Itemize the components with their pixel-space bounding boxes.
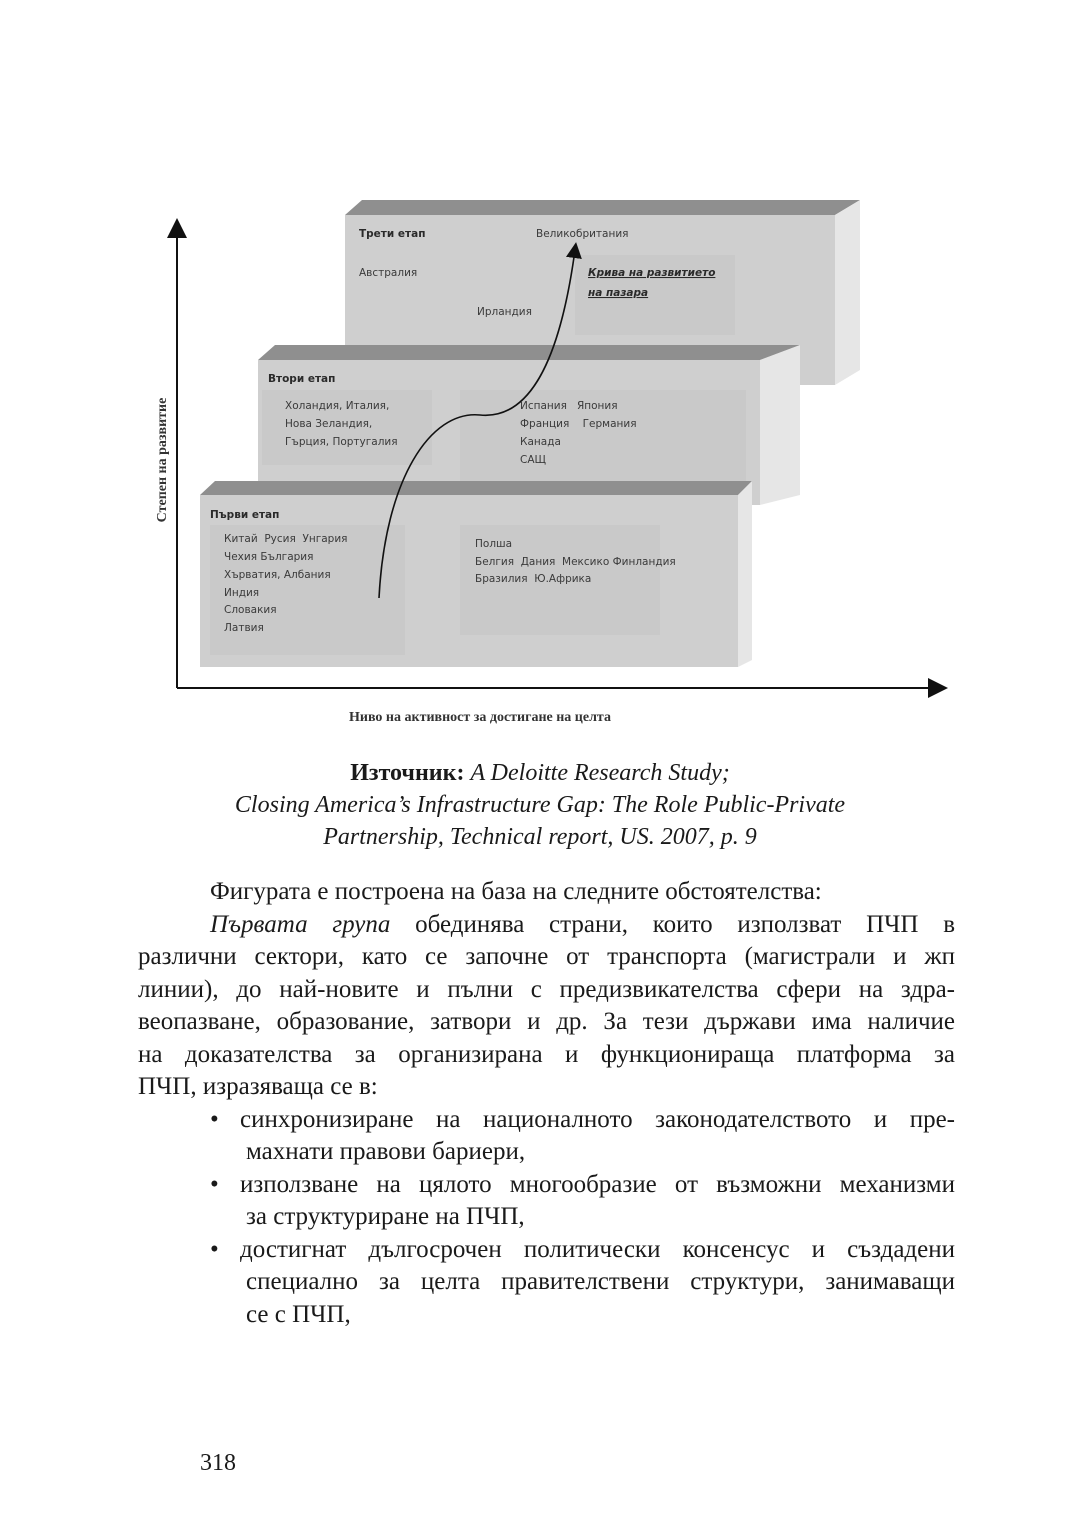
figure-source-line-3 <box>0 821 1080 853</box>
paragraph-line <box>138 909 955 942</box>
bullet-icon: • <box>210 1105 219 1133</box>
y-axis-label: Степен на развитие <box>155 397 170 523</box>
paragraph-line: различни сектори, като се започне от транспорта (магистрали и жп <box>138 943 955 970</box>
paragraph-line: ПЧП, изразяваща се в: <box>138 1073 378 1100</box>
country: Великобритания <box>536 228 629 240</box>
emphasis: Първата група <box>210 910 391 938</box>
country: САЩ <box>520 454 546 466</box>
bullet-continuation: махнати правови бариери, <box>246 1138 526 1165</box>
bullet-item <box>138 1169 955 1202</box>
country: Словакия <box>224 604 277 616</box>
figure-source-line-1 <box>0 757 1080 789</box>
bullet-continuation: се с ПЧП, <box>246 1300 351 1328</box>
text: използване на цялото многообразие от възможни механизми <box>240 1170 955 1198</box>
source-text: Partnership, Technical report, US. 2007, p. 9 <box>323 824 757 850</box>
curve-label: Крива на развитието <box>588 267 716 279</box>
country: Холандия, Италия, <box>285 400 390 412</box>
country: Франция Германия <box>520 418 637 430</box>
country: Китай Русия Унгария <box>224 533 348 545</box>
country: Белгия Дания Мексико Финландия <box>475 556 676 568</box>
country: Полша <box>475 538 513 550</box>
country: Индия <box>224 587 260 599</box>
page-number: 318 <box>200 1450 236 1476</box>
text: обединява страни, които използват ПЧП в <box>390 910 955 938</box>
stage-2-title: Втори етап <box>268 373 336 385</box>
curve-label: на пазара <box>588 287 649 299</box>
country: Бразилия Ю.Африка <box>475 573 592 585</box>
country: Ирландия <box>477 306 532 318</box>
paragraph-line: веопазване, образование, затвори и др. За тези държави има наличие <box>138 1008 955 1035</box>
bullet-continuation: за структуриране на ПЧП, <box>246 1203 525 1230</box>
bullet-icon: • <box>210 1170 219 1198</box>
bullet-icon: • <box>210 1235 219 1263</box>
source-label: Източник: <box>350 760 465 786</box>
paragraph-line: линии), до най-новите и пълни с предизвикателства сфери на здра- <box>138 975 955 1003</box>
bullet-continuation: специално за целта правителствени структури, занимаващи <box>246 1268 955 1295</box>
figure-source-line-2 <box>0 789 1080 821</box>
country: Гърция, Португалия <box>285 436 398 448</box>
source-text: A Deloitte Research Study; <box>464 760 730 786</box>
stage-3-title: Трети етап <box>359 228 426 240</box>
paragraph-line: на доказателства за организирана и функционираща платформа за <box>138 1040 955 1068</box>
country: Чехия България <box>224 551 314 563</box>
text: достигнат дългосрочен политически консенсус и създадени <box>240 1235 955 1263</box>
text: синхронизиране на националното законодателството и пре- <box>240 1105 955 1133</box>
country: Нова Зеландия, <box>285 418 373 430</box>
country: Канада <box>520 436 561 448</box>
country: Латвия <box>224 622 264 634</box>
body-text <box>138 876 955 1331</box>
country: Австралия <box>359 267 418 279</box>
country: Испания Япония <box>520 400 618 412</box>
x-axis-label: Ниво на активност за достигане на целта <box>349 710 611 725</box>
paragraph: Фигурата е построена на база на следните обстоятелства: <box>210 878 822 905</box>
bullet-item <box>138 1234 955 1267</box>
source-text: Closing America’s Infrastructure Gap: The Role Public-Private <box>234 792 846 818</box>
bullet-item <box>138 1104 955 1137</box>
country: Хърватия, Албания <box>224 569 331 581</box>
stage-1-title: Първи етап <box>210 509 280 521</box>
ppp-development-diagram <box>0 0 1080 740</box>
